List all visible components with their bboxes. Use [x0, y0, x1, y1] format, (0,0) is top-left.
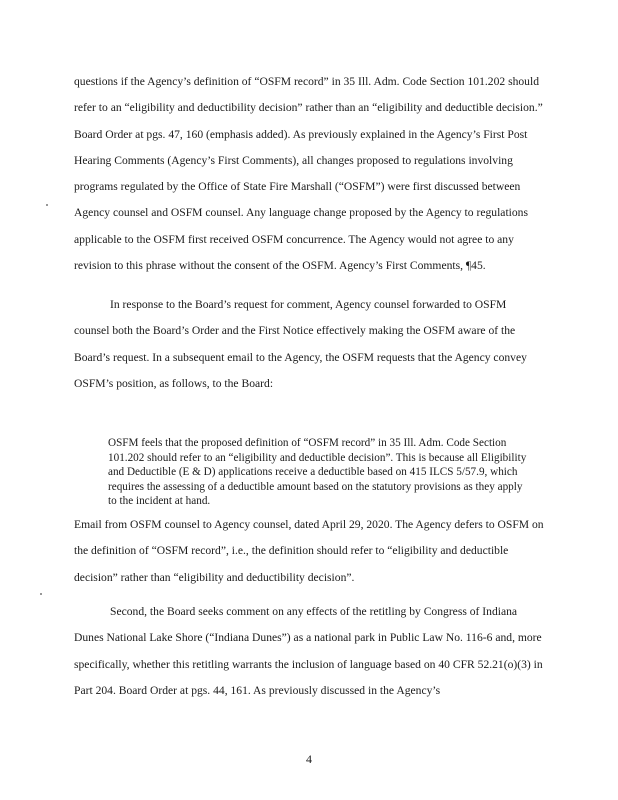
paragraph-board-request: In response to the Board’s request for comment, Agency counsel forwarded to OSFM counsel both the Board’s Order and the First Notice effectively making the OSFM aware of the Board’s request. In a subsequent email to the Agency, the OSFM requests that the Agency convey OSFM’s position, as follows, to the Board:: [74, 298, 527, 390]
block-quote-osfm-email: OSFM feels that the proposed definition of “OSFM record” in 35 Ill. Adm. Code Section 101.202 should refer to an “eligibility and deductible decision”. This is because all Eligibility and Deductible (E & D) applications receive a deductible based on 415 ILCS 5/57.9, which requires the assessing of a deductible amount based on the statutory provisions as they apply to the incident at hand.: [108, 437, 527, 508]
page-number: 4: [306, 752, 312, 766]
paragraph-indiana-dunes: Second, the Board seeks comment on any effects of the retitling by Congress of Indiana Dunes National Lake Shore (“Indiana Dunes”) as a national park in Public Law No. 116-6 and, more specifically, whether this retitling warrants the inclusion of language based on 40 CFR 52.21(o)(3) in Part 204. Board Order at pgs. 44, 161. As previously discussed in the Agency’s: [74, 605, 543, 697]
scan-speck: [46, 204, 48, 206]
paragraph-email-citation: Email from OSFM counsel to Agency counsel, dated April 29, 2020. The Agency defers to OSFM on the definition of “OSFM record”, i.e., the definition should refer to “eligibility and deductible decision” rather than “eligibility and deductibility decision”.: [74, 518, 544, 584]
paragraph-osfm-definition: questions if the Agency’s definition of “OSFM record” in 35 Ill. Adm. Code Section 101.202 should refer to an “eligibility and deductibility decision” rather than an “eligibility and deductible decision.” Board Order at pgs. 47, 160 (emphasis added). As previously explained in the Agency’s First Post Hearing Comments (Agency’s First Comments), all changes proposed to regulations involving programs regulated by the Office of State Fire Marshall (“OSFM”) were first discussed between Agency counsel and OSFM counsel. Any language change proposed by the Agency to regulations applicable to the OSFM first received OSFM concurrence. The Agency would not agree to any revision to this phrase without the consent of the OSFM. Agency’s First Comments, ¶45.: [74, 75, 543, 273]
scan-speck: [40, 593, 42, 595]
